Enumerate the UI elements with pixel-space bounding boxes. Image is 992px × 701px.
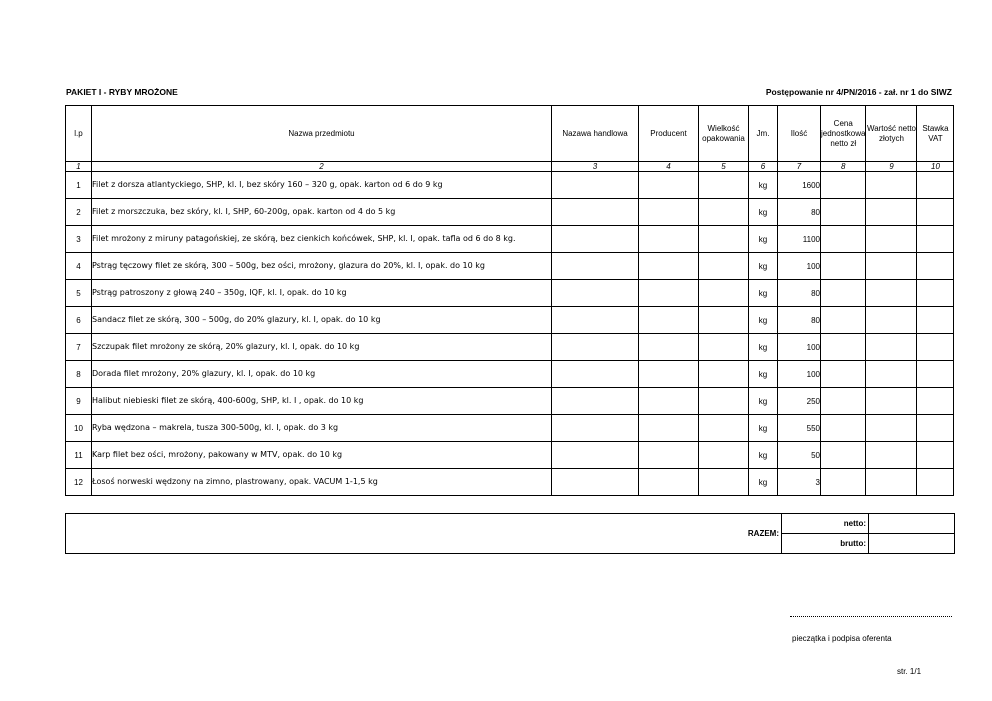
producer-cell[interactable] [639, 199, 699, 226]
trade-name-cell[interactable] [552, 469, 639, 496]
signature-caption: pieczątka i podpisa oferenta [792, 634, 892, 643]
net-value-cell[interactable] [866, 415, 917, 442]
unit-cell: kg [749, 442, 778, 469]
quantity-cell: 80 [778, 307, 821, 334]
col-number: 7 [778, 162, 821, 172]
signature-line [790, 616, 952, 617]
vat-cell[interactable] [917, 361, 954, 388]
unit-price-cell[interactable] [821, 199, 866, 226]
net-value-cell[interactable] [866, 280, 917, 307]
unit-price-cell[interactable] [821, 334, 866, 361]
quantity-cell: 100 [778, 334, 821, 361]
item-name: Pstrąg tęczowy filet ze skórą, 300 – 500g, bez ości, mrożony, glazura do 20%, kl. I, opak. do 10 kg [92, 253, 552, 280]
unit-cell: kg [749, 199, 778, 226]
unit-cell: kg [749, 388, 778, 415]
quantity-cell: 550 [778, 415, 821, 442]
vat-cell[interactable] [917, 253, 954, 280]
item-name: Filet mrożony z miruny patagońskiej, ze skórą, bez cienkich końcówek, SHP, kl. I, opak. tafla od 6 do 8 kg. [92, 226, 552, 253]
vat-cell[interactable] [917, 469, 954, 496]
item-name: Sandacz filet ze skórą, 300 – 500g, do 20% glazury, kl. I, opak. do 10 kg [92, 307, 552, 334]
package-size-cell[interactable] [699, 469, 749, 496]
trade-name-cell[interactable] [552, 307, 639, 334]
net-value-cell[interactable] [866, 388, 917, 415]
unit-cell: kg [749, 415, 778, 442]
items-table [65, 105, 954, 496]
page-number: str. 1/1 [897, 667, 922, 676]
unit-price-cell[interactable] [821, 172, 866, 199]
trade-name-cell[interactable] [552, 361, 639, 388]
net-value-cell[interactable] [866, 334, 917, 361]
document-title: PAKIET I - RYBY MROŻONE [66, 87, 178, 97]
package-size-cell[interactable] [699, 361, 749, 388]
table-row [66, 172, 954, 199]
unit-cell: kg [749, 361, 778, 388]
table-row [66, 415, 954, 442]
row-number: 10 [66, 415, 92, 442]
column-number-row [66, 162, 954, 172]
trade-name-cell[interactable] [552, 334, 639, 361]
quantity-cell: 250 [778, 388, 821, 415]
unit-cell: kg [749, 280, 778, 307]
trade-name-cell[interactable] [552, 253, 639, 280]
col-header-vat: Stawka VAT [917, 106, 954, 162]
package-size-cell[interactable] [699, 415, 749, 442]
unit-price-cell[interactable] [821, 469, 866, 496]
col-header-package-size: Wielkość opakowania [699, 106, 749, 162]
unit-cell: kg [749, 334, 778, 361]
table-row [66, 280, 954, 307]
trade-name-cell[interactable] [552, 199, 639, 226]
unit-cell: kg [749, 172, 778, 199]
vat-cell[interactable] [917, 280, 954, 307]
col-number: 9 [866, 162, 917, 172]
net-total-cell[interactable] [869, 514, 955, 534]
item-name: Filet z dorsza atlantyckiego, SHP, kl. I, bez skóry 160 – 320 g, opak. karton od 6 do 9 kg [92, 172, 552, 199]
package-size-cell[interactable] [699, 253, 749, 280]
trade-name-cell[interactable] [552, 226, 639, 253]
col-number: 5 [699, 162, 749, 172]
vat-cell[interactable] [917, 334, 954, 361]
col-number: 2 [92, 162, 552, 172]
unit-cell: kg [749, 307, 778, 334]
col-header-lp: l.p [66, 106, 92, 162]
net-value-cell[interactable] [866, 307, 917, 334]
row-number: 8 [66, 361, 92, 388]
trade-name-cell[interactable] [552, 172, 639, 199]
total-label: RAZEM: [66, 514, 782, 554]
col-header-name: Nazwa przedmiotu [92, 106, 552, 162]
net-value-cell[interactable] [866, 442, 917, 469]
package-size-cell[interactable] [699, 226, 749, 253]
col-number: 3 [552, 162, 639, 172]
trade-name-cell[interactable] [552, 280, 639, 307]
table-row [66, 388, 954, 415]
unit-price-cell[interactable] [821, 388, 866, 415]
unit-price-cell[interactable] [821, 280, 866, 307]
quantity-cell: 80 [778, 280, 821, 307]
quantity-cell: 1600 [778, 172, 821, 199]
procedure-reference: Postępowanie nr 4/PN/2016 - zał. nr 1 do SIWZ [765, 87, 952, 97]
summary-table [65, 513, 955, 554]
row-number: 9 [66, 388, 92, 415]
unit-cell: kg [749, 469, 778, 496]
net-total-label: netto: [782, 514, 869, 534]
col-header-net-value: Wartość netto złotych [866, 106, 917, 162]
trade-name-cell[interactable] [552, 442, 639, 469]
vat-cell[interactable] [917, 199, 954, 226]
col-header-trade-name: Nazawa handlowa [552, 106, 639, 162]
col-header-unit-price: Cena jednostkowa netto zł [821, 106, 866, 162]
row-number: 6 [66, 307, 92, 334]
quantity-cell: 80 [778, 199, 821, 226]
table-row [66, 226, 954, 253]
item-name: Halibut niebieski filet ze skórą, 400-600g, SHP, kl. I , opak. do 10 kg [92, 388, 552, 415]
table-row [66, 334, 954, 361]
net-value-cell[interactable] [866, 253, 917, 280]
item-name: Pstrąg patroszony z głową 240 – 350g, IQF, kl. I, opak. do 10 kg [92, 280, 552, 307]
unit-price-cell[interactable] [821, 307, 866, 334]
producer-cell[interactable] [639, 388, 699, 415]
producer-cell[interactable] [639, 226, 699, 253]
item-name: Łosoś norweski wędzony na zimno, plastrowany, opak. VACUM 1-1,5 kg [92, 469, 552, 496]
vat-cell[interactable] [917, 442, 954, 469]
row-number: 12 [66, 469, 92, 496]
producer-cell[interactable] [639, 172, 699, 199]
package-size-cell[interactable] [699, 307, 749, 334]
net-value-cell[interactable] [866, 172, 917, 199]
item-name: Filet z morszczuka, bez skóry, kl. I, SHP, 60-200g, opak. karton od 4 do 5 kg [92, 199, 552, 226]
item-name: Ryba wędzona – makrela, tusza 300-500g, kl. I, opak. do 3 kg [92, 415, 552, 442]
quantity-cell: 100 [778, 361, 821, 388]
net-value-cell[interactable] [866, 226, 917, 253]
net-value-cell[interactable] [866, 199, 917, 226]
column-header-row [66, 106, 954, 162]
vat-cell[interactable] [917, 415, 954, 442]
trade-name-cell[interactable] [552, 388, 639, 415]
quantity-cell: 50 [778, 442, 821, 469]
producer-cell[interactable] [639, 280, 699, 307]
row-number: 4 [66, 253, 92, 280]
row-number: 1 [66, 172, 92, 199]
col-number: 8 [821, 162, 866, 172]
vat-cell[interactable] [917, 307, 954, 334]
producer-cell[interactable] [639, 361, 699, 388]
gross-total-cell[interactable] [869, 534, 955, 554]
producer-cell[interactable] [639, 469, 699, 496]
producer-cell[interactable] [639, 334, 699, 361]
quantity-cell: 1100 [778, 226, 821, 253]
row-number: 3 [66, 226, 92, 253]
producer-cell[interactable] [639, 442, 699, 469]
vat-cell[interactable] [917, 226, 954, 253]
table-row [66, 253, 954, 280]
table-row [66, 199, 954, 226]
item-name: Dorada filet mrożony, 20% glazury, kl. I, opak. do 10 kg [92, 361, 552, 388]
unit-price-cell[interactable] [821, 415, 866, 442]
col-number: 1 [66, 162, 92, 172]
producer-cell[interactable] [639, 415, 699, 442]
row-number: 2 [66, 199, 92, 226]
col-number: 4 [639, 162, 699, 172]
net-value-cell[interactable] [866, 361, 917, 388]
row-number: 11 [66, 442, 92, 469]
item-name: Szczupak filet mrożony ze skórą, 20% glazury, kl. I, opak. do 10 kg [92, 334, 552, 361]
unit-price-cell[interactable] [821, 442, 866, 469]
row-number: 5 [66, 280, 92, 307]
table-row [66, 361, 954, 388]
package-size-cell[interactable] [699, 388, 749, 415]
item-name: Karp filet bez ości, mrożony, pakowany w MTV, opak. do 10 kg [92, 442, 552, 469]
producer-cell[interactable] [639, 253, 699, 280]
unit-price-cell[interactable] [821, 361, 866, 388]
unit-price-cell[interactable] [821, 226, 866, 253]
trade-name-cell[interactable] [552, 415, 639, 442]
col-number: 6 [749, 162, 778, 172]
table-row [66, 307, 954, 334]
quantity-cell: 100 [778, 253, 821, 280]
col-header-unit: Jm. [749, 106, 778, 162]
package-size-cell[interactable] [699, 442, 749, 469]
col-number: 10 [917, 162, 954, 172]
unit-price-cell[interactable] [821, 253, 866, 280]
package-size-cell[interactable] [699, 334, 749, 361]
table-row [66, 469, 954, 496]
col-header-quantity: Ilość [778, 106, 821, 162]
vat-cell[interactable] [917, 172, 954, 199]
package-size-cell[interactable] [699, 280, 749, 307]
vat-cell[interactable] [917, 388, 954, 415]
unit-cell: kg [749, 253, 778, 280]
package-size-cell[interactable] [699, 199, 749, 226]
row-number: 7 [66, 334, 92, 361]
gross-total-label: brutto: [782, 534, 869, 554]
quantity-cell: 3 [778, 469, 821, 496]
table-row [66, 442, 954, 469]
package-size-cell[interactable] [699, 172, 749, 199]
unit-cell: kg [749, 226, 778, 253]
col-header-producer: Producent [639, 106, 699, 162]
producer-cell[interactable] [639, 307, 699, 334]
net-value-cell[interactable] [866, 469, 917, 496]
